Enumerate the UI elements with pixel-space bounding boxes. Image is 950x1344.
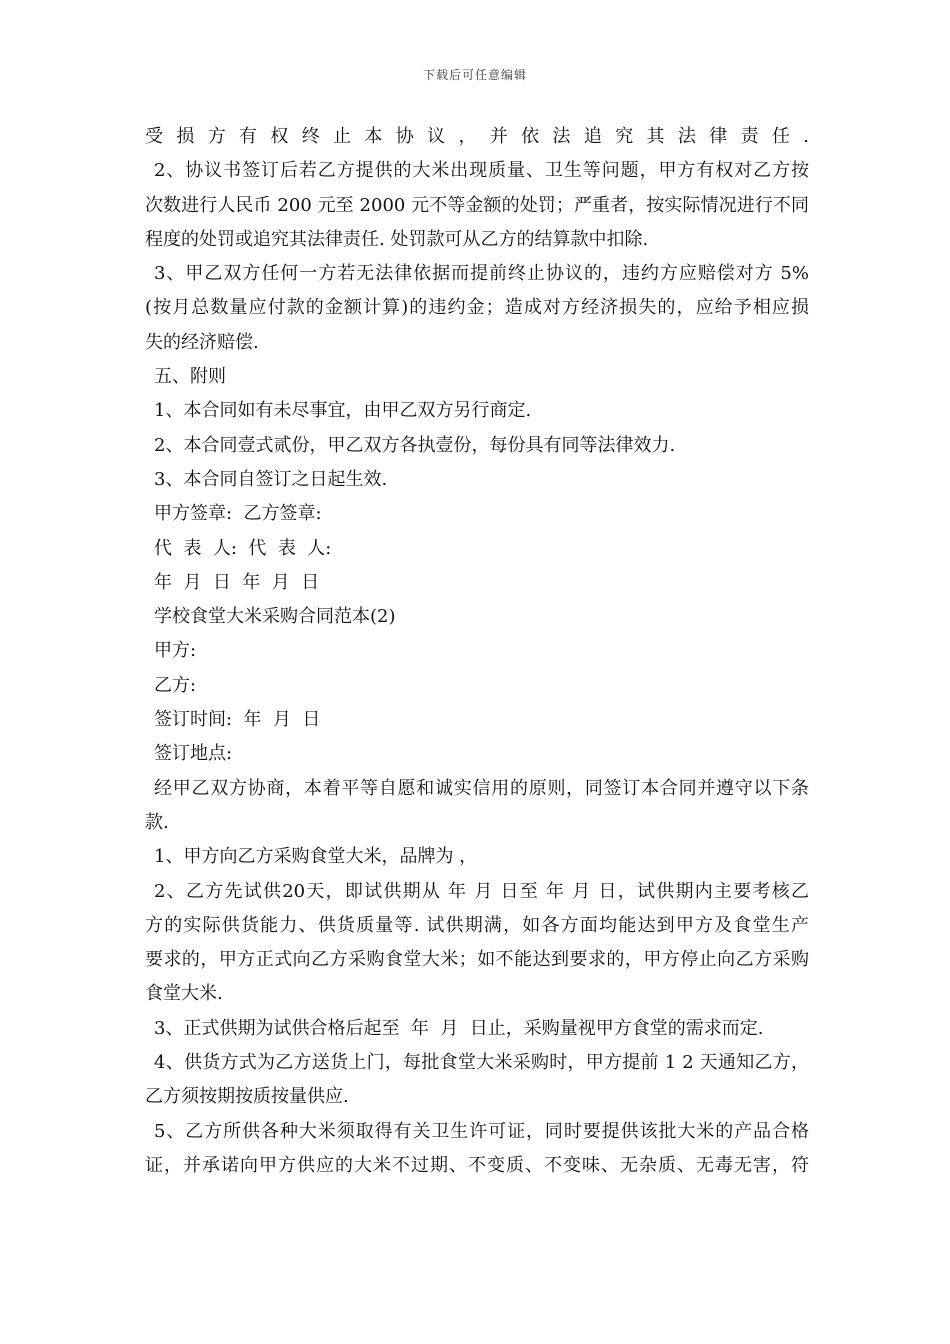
text-line: 3、正式供期为试供合格后起至 年 月 日止，采购量视甲方食堂的需求而定. [154,1017,764,1039]
contract-title: 学校食堂大米采购合同范本(2) [154,606,396,628]
text-line: 2、协议书签订后若乙方提供的大米出现质量、卫生等问题，甲方有权对乙方按 [154,160,809,182]
text-line: 受损方有权终止本协议，并依法追究其法律责任. [145,126,809,147]
text-line: 证，并承诺向甲方供应的大米不过期、不变质、不变味、无杂质、无毒无害，符 [145,1154,809,1176]
text-line: 食堂大米. [145,983,223,1005]
text-line: 2、本合同壹式贰份，甲乙双方各执壹份，每份具有同等法律效力. [154,434,676,456]
text-line: 5、乙方所供各种大米须取得有关卫生许可证，同时要提供该批大米的产品合格 [154,1120,809,1142]
text-line: 方的实际供货能力、供货质量等. 试供期满，如各方面均能达到甲方及食堂生产 [145,914,809,936]
signing-place-line: 签订地点: [154,743,233,765]
text-line: 要求的，甲方正式向乙方采购食堂大米；如不能达到要求的，甲方停止向乙方采购 [145,949,809,971]
text-line: 乙方须按期按质按量供应. [145,1086,349,1108]
text-line: 1、甲方向乙方采购食堂大米，品牌为 ， [154,846,478,868]
text-line: 3、本合同自签订之日起生效. [154,468,388,490]
text-line: 经甲乙双方协商，本着平等自愿和诚实信用的原则，同签订本合同并遵守以下条 [154,777,809,799]
text-line: 1、本合同如有未尽事宜，由甲乙双方另行商定. [154,400,532,422]
contract-body [145,120,809,1183]
text-line: 2、乙方先试供20天，即试供期从 年 月 日至 年 月 日，试供期内主要考核乙 [154,880,809,902]
section-heading: 五、附则 [154,366,226,388]
page-header: 下载后可任意编辑 [422,68,527,82]
text-line: 失的经济赔偿. [145,331,259,353]
text-line: 4、供货方式为乙方送货上门，每批食堂大米采购时，甲方提前 1 2 天通知乙方， [154,1052,809,1074]
text-line: 次数进行人民币 200 元至 2000 元不等金额的处罚；严重者，按实际情况进行不同 [145,194,809,216]
text-line: 程度的处罚或追究其法律责任. 处罚款可从乙方的结算款中扣除. [145,228,649,250]
party-b-line: 乙方: [154,674,197,696]
text-line: 3、甲乙双方任何一方若无法律依据而提前终止协议的，违约方应赔偿对方 5% [154,263,809,285]
representative-line: 代 表 人: 代 表 人: [154,537,332,559]
date-line: 年 月 日 年 月 日 [154,571,320,593]
party-a-line: 甲方: [154,640,197,662]
text-line: (按月总数量应付款的金额计算)的违约金；造成对方经济损失的，应给予相应损 [145,297,809,319]
text-line: 款. [145,811,169,833]
signing-date-line: 签订时间: 年 月 日 [154,709,321,731]
signature-line: 甲方签章: 乙方签章: [154,503,322,525]
